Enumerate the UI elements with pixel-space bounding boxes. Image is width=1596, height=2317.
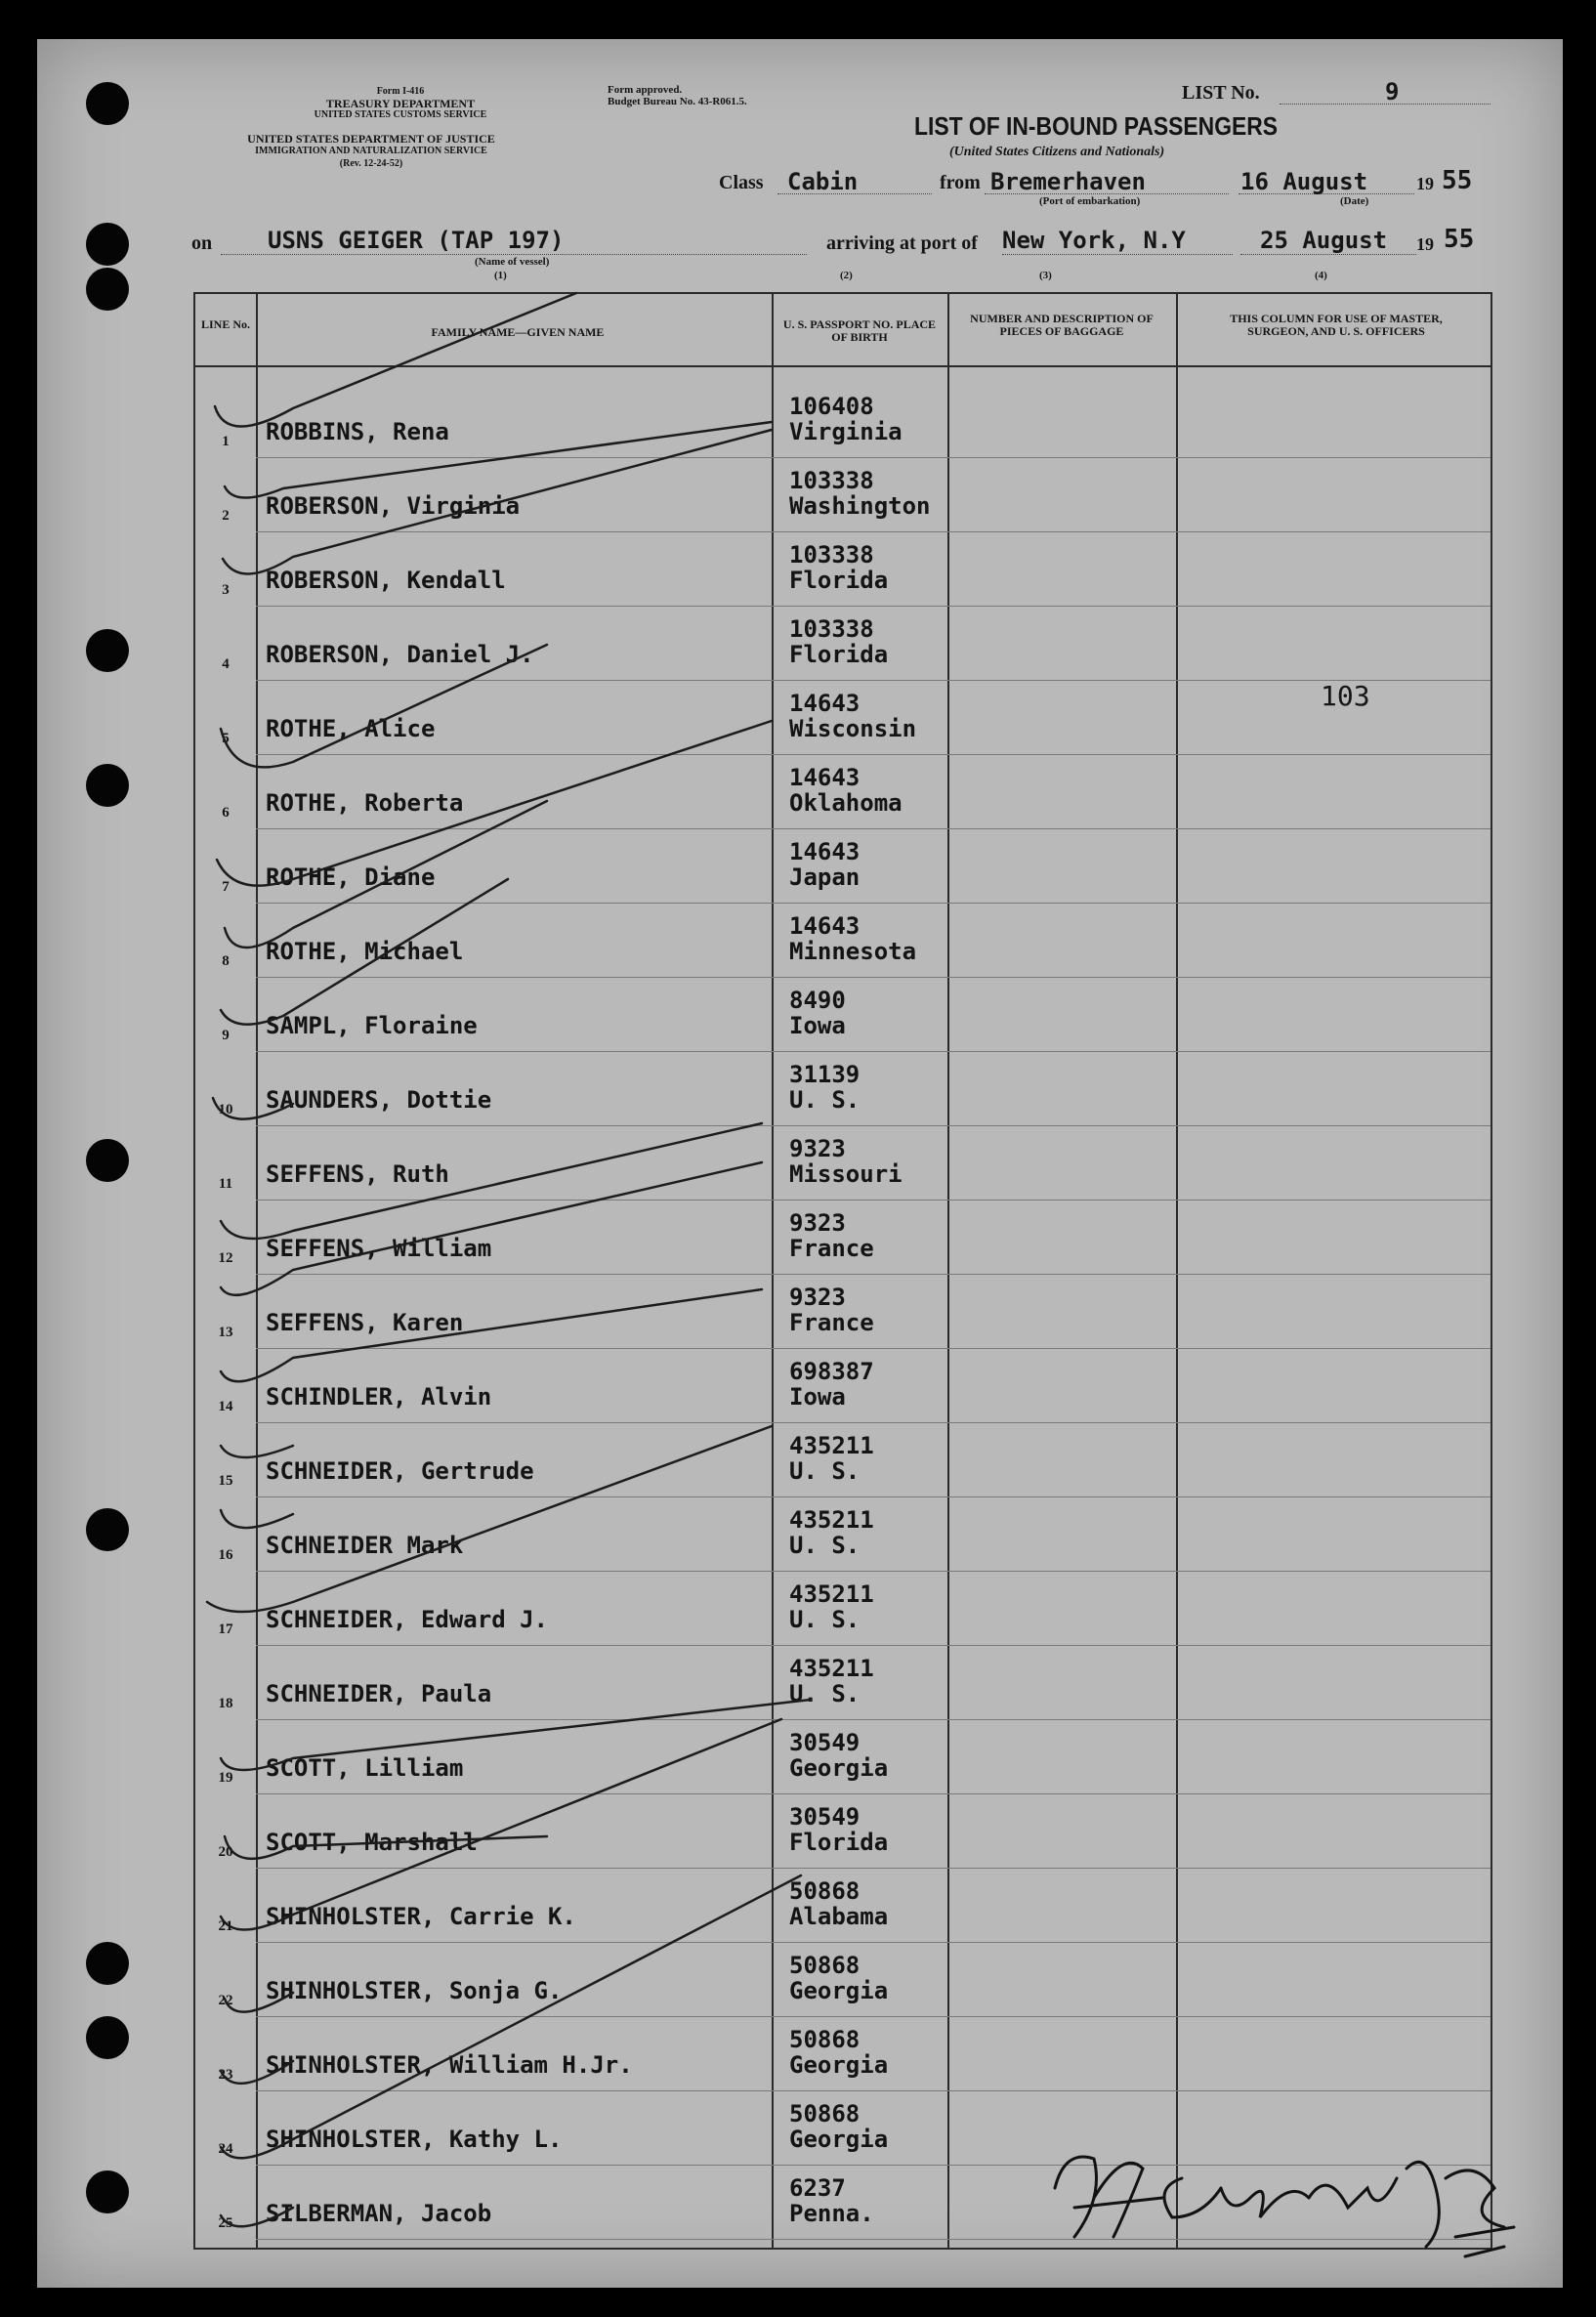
row-divider — [256, 606, 1491, 607]
row-divider — [256, 1571, 1491, 1572]
budget-bureau: Budget Bureau No. 43-R061.5. — [608, 96, 747, 107]
passenger-name: ROTHE, Roberta — [266, 789, 464, 817]
birth-place: Minnesota — [789, 938, 917, 965]
passport-number: 50868 — [789, 2100, 861, 2127]
list-no-label: LIST No. — [1182, 82, 1260, 104]
row-divider — [256, 2016, 1491, 2017]
row-divider — [256, 1868, 1491, 1869]
passenger-name: SCHNEIDER, Paula — [266, 1680, 492, 1707]
passport-number: 9323 — [789, 1284, 846, 1311]
birth-place: Georgia — [789, 2126, 889, 2153]
birth-place: Japan — [789, 864, 861, 891]
header-passport: U. S. PASSPORT NO. PLACE OF BIRTH — [782, 317, 937, 344]
passenger-name: SCHNEIDER, Edward J. — [266, 1606, 548, 1633]
binder-hole — [86, 629, 129, 672]
binder-hole — [86, 82, 129, 125]
birth-place: Oklahoma — [789, 789, 903, 817]
passport-number: 8490 — [789, 987, 846, 1014]
row-divider — [256, 1645, 1491, 1646]
from-label: from — [940, 172, 981, 193]
passport-number: 31139 — [789, 1061, 861, 1088]
binder-hole — [86, 268, 129, 311]
row-line-number: 13 — [218, 1325, 233, 1340]
list-no-value: 9 — [1385, 78, 1400, 105]
passport-number: 103338 — [789, 541, 874, 569]
passport-number: 435211 — [789, 1580, 874, 1608]
row-divider — [256, 1125, 1491, 1126]
arrival-port: New York, N.Y — [1002, 227, 1186, 254]
binder-hole — [86, 223, 129, 266]
passenger-name: SEFFENS, Ruth — [266, 1160, 449, 1188]
vessel-name: USNS GEIGER (TAP 197) — [268, 227, 565, 254]
row-line-number: 3 — [222, 582, 230, 598]
form-revision: (Rev. 12-24-52) — [339, 158, 403, 169]
row-divider — [256, 1051, 1491, 1052]
binder-hole — [86, 1139, 129, 1182]
row-line-number: 20 — [218, 1844, 233, 1860]
row-divider — [256, 1422, 1491, 1423]
binder-hole — [86, 1508, 129, 1551]
birth-place: France — [789, 1309, 874, 1336]
birth-place: Wisconsin — [789, 715, 917, 742]
row-line-number: 16 — [218, 1547, 233, 1563]
column-number-4: (4) — [1315, 270, 1327, 281]
row-line-number: 23 — [218, 2067, 233, 2083]
customs-service: UNITED STATES CUSTOMS SERVICE — [314, 109, 487, 120]
passenger-name: SAUNDERS, Dottie — [266, 1086, 492, 1114]
row-line-number: 18 — [218, 1696, 233, 1711]
birth-place: Penna. — [789, 2200, 874, 2227]
passenger-name: ROTHE, Diane — [266, 864, 436, 891]
row-divider — [256, 828, 1491, 829]
binder-hole — [86, 1942, 129, 1985]
row-line-number: 4 — [222, 656, 230, 672]
birth-place: Virginia — [789, 418, 903, 445]
row-divider — [256, 531, 1491, 532]
passport-number: 30549 — [789, 1729, 861, 1756]
vessel-caption: (Name of vessel) — [475, 256, 550, 268]
passenger-name: SHINHOLSTER, Carrie K. — [266, 1903, 576, 1930]
row-divider — [256, 903, 1491, 904]
row-divider — [256, 754, 1491, 755]
passenger-name: ROBERSON, Kendall — [266, 567, 506, 594]
passport-number: 14643 — [789, 912, 861, 940]
column-number-2: (2) — [840, 270, 853, 281]
arrival-port-line — [1002, 254, 1233, 255]
passport-number: 103338 — [789, 615, 874, 643]
class-label: Class — [719, 172, 764, 193]
depart-year: 55 — [1442, 166, 1473, 195]
row-divider — [256, 977, 1491, 978]
header-line-no: LINE No. — [200, 317, 250, 331]
passport-number: 6237 — [789, 2174, 846, 2202]
column-number-3: (3) — [1039, 270, 1052, 281]
passenger-name: SEFFENS, William — [266, 1235, 492, 1262]
row-divider — [256, 2090, 1491, 2091]
passenger-name: ROBBINS, Rena — [266, 418, 449, 445]
passport-number: 435211 — [789, 1432, 874, 1459]
passport-number: 698387 — [789, 1358, 874, 1385]
passenger-name: SCHINDLER, Alvin — [266, 1383, 492, 1411]
binder-hole — [86, 2170, 129, 2213]
row-line-number: 24 — [218, 2141, 233, 2157]
passport-number: 50868 — [789, 1877, 861, 1905]
arrival-year: 55 — [1444, 225, 1475, 254]
birth-place: Florida — [789, 1829, 889, 1856]
row-line-number: 15 — [218, 1473, 233, 1489]
date-caption: (Date) — [1340, 195, 1369, 207]
header-officers: THIS COLUMN FOR USE OF MASTER, SURGEON, AND U. S. OFFICERS — [1230, 312, 1443, 338]
depart-date: 16 August — [1240, 168, 1368, 195]
passport-number: 14643 — [789, 838, 861, 865]
birth-place: Florida — [789, 641, 889, 668]
passenger-name: SILBERMAN, Jacob — [266, 2200, 492, 2227]
header-baggage: NUMBER AND DESCRIPTION OF PIECES OF BAGGAGE — [970, 312, 1154, 338]
birth-place: Iowa — [789, 1012, 846, 1039]
inspector-signature — [1035, 2129, 1524, 2266]
row-line-number: 21 — [218, 1918, 233, 1934]
table-header-border — [193, 365, 1491, 367]
row-line-number: 1 — [222, 434, 230, 449]
embark-caption: (Port of embarkation) — [1039, 195, 1141, 207]
birth-place: Georgia — [789, 2051, 889, 2079]
passport-number: 435211 — [789, 1506, 874, 1534]
birth-place: Florida — [789, 567, 889, 594]
row-divider — [256, 1348, 1491, 1349]
row-line-number: 14 — [218, 1399, 233, 1414]
treasury-department: TREASURY DEPARTMENT — [325, 97, 476, 110]
passenger-name: SCHNEIDER, Gertrude — [266, 1457, 534, 1485]
row-line-number: 22 — [218, 1993, 233, 2008]
on-label: on — [191, 232, 213, 254]
justice-department: UNITED STATES DEPARTMENT OF JUSTICE — [247, 132, 495, 146]
passenger-name: ROBERSON, Daniel J. — [266, 641, 534, 668]
column-divider-name — [772, 292, 774, 2250]
birth-place: France — [789, 1235, 874, 1262]
passport-number: 50868 — [789, 1952, 861, 1979]
form-approved: Form approved. — [608, 84, 683, 96]
row-line-number: 6 — [222, 805, 230, 821]
passenger-name: SEFFENS, Karen — [266, 1309, 464, 1336]
passport-number: 50868 — [789, 2026, 861, 2053]
arriving-label: arriving at port of — [826, 232, 978, 254]
binder-hole — [86, 2016, 129, 2059]
passport-number: 30549 — [789, 1803, 861, 1831]
row-divider — [256, 1942, 1491, 1943]
birth-place: U. S. — [789, 1457, 861, 1485]
binder-hole — [86, 764, 129, 807]
row-divider — [256, 680, 1491, 681]
passport-number: 435211 — [789, 1655, 874, 1682]
arrival-year-prefix: 19 — [1416, 234, 1434, 254]
page-title: LIST OF IN-BOUND PASSENGERS — [914, 111, 1279, 141]
header-name: FAMILY NAME—GIVEN NAME — [431, 325, 605, 339]
passenger-name: SHINHOLSTER, Kathy L. — [266, 2126, 563, 2153]
row-line-number: 17 — [218, 1622, 233, 1637]
passenger-name: SHINHOLSTER, Sonja G. — [266, 1977, 563, 2004]
passport-number: 14643 — [789, 764, 861, 791]
row-line-number: 19 — [218, 1770, 233, 1786]
birth-place: Missouri — [789, 1160, 903, 1188]
birth-place: Georgia — [789, 1977, 889, 2004]
row-line-number: 12 — [218, 1250, 233, 1266]
passport-number: 106408 — [789, 393, 874, 420]
embark-port: Bremerhaven — [990, 168, 1146, 195]
passenger-name: ROBERSON, Virginia — [266, 492, 521, 520]
passenger-name: SCOTT, Lilliam — [266, 1754, 464, 1782]
row-line-number: 2 — [222, 508, 230, 524]
passport-number: 9323 — [789, 1135, 846, 1162]
birth-place: Washington — [789, 492, 931, 520]
passport-number: 14643 — [789, 690, 861, 717]
row-divider — [256, 1200, 1491, 1201]
birth-place: U. S. — [789, 1680, 861, 1707]
passport-number: 103338 — [789, 467, 874, 494]
class-value: Cabin — [787, 168, 859, 195]
arrival-date: 25 August — [1260, 227, 1388, 254]
table-right-border — [1491, 292, 1492, 2250]
passenger-name: SAMPL, Floraine — [266, 1012, 478, 1039]
row-line-number: 10 — [218, 1102, 233, 1117]
passenger-name: ROTHE, Michael — [266, 938, 464, 965]
passenger-name: SHINHOLSTER, William H.Jr. — [266, 2051, 633, 2079]
passport-number: 9323 — [789, 1209, 846, 1237]
row-divider — [256, 1793, 1491, 1794]
table-top-border — [193, 292, 1491, 294]
row-divider — [256, 457, 1491, 458]
officer-note: 103 — [1321, 680, 1370, 712]
row-line-number: 8 — [222, 953, 230, 969]
form-number: Form I-416 — [376, 86, 425, 97]
immigration-service: IMMIGRATION AND NATURALIZATION SERVICE — [255, 146, 487, 156]
passenger-name: ROTHE, Alice — [266, 715, 436, 742]
depart-year-prefix: 19 — [1416, 174, 1434, 193]
column-number-1: (1) — [494, 270, 507, 281]
birth-place: U. S. — [789, 1086, 861, 1114]
page-subtitle: (United States Citizens and Nationals) — [949, 145, 1165, 159]
column-divider-line — [256, 292, 258, 2250]
birth-place: Iowa — [789, 1383, 846, 1411]
birth-place: Alabama — [789, 1903, 889, 1930]
row-line-number: 11 — [218, 1176, 233, 1192]
birth-place: Georgia — [789, 1754, 889, 1782]
row-line-number: 7 — [222, 879, 230, 895]
row-divider — [256, 1496, 1491, 1497]
row-line-number: 5 — [222, 731, 230, 746]
row-line-number: 25 — [218, 2215, 233, 2231]
passenger-name: SCHNEIDER Mark — [266, 1532, 464, 1559]
passenger-name: SCOTT, Marshall — [266, 1829, 478, 1856]
row-line-number: 9 — [222, 1028, 230, 1043]
birth-place: U. S. — [789, 1606, 861, 1633]
row-divider — [256, 1719, 1491, 1720]
birth-place: U. S. — [789, 1532, 861, 1559]
column-divider-passport — [947, 292, 949, 2250]
row-divider — [256, 1274, 1491, 1275]
column-divider-baggage — [1176, 292, 1178, 2250]
vessel-line — [221, 254, 807, 255]
arrival-date-line — [1240, 254, 1416, 255]
